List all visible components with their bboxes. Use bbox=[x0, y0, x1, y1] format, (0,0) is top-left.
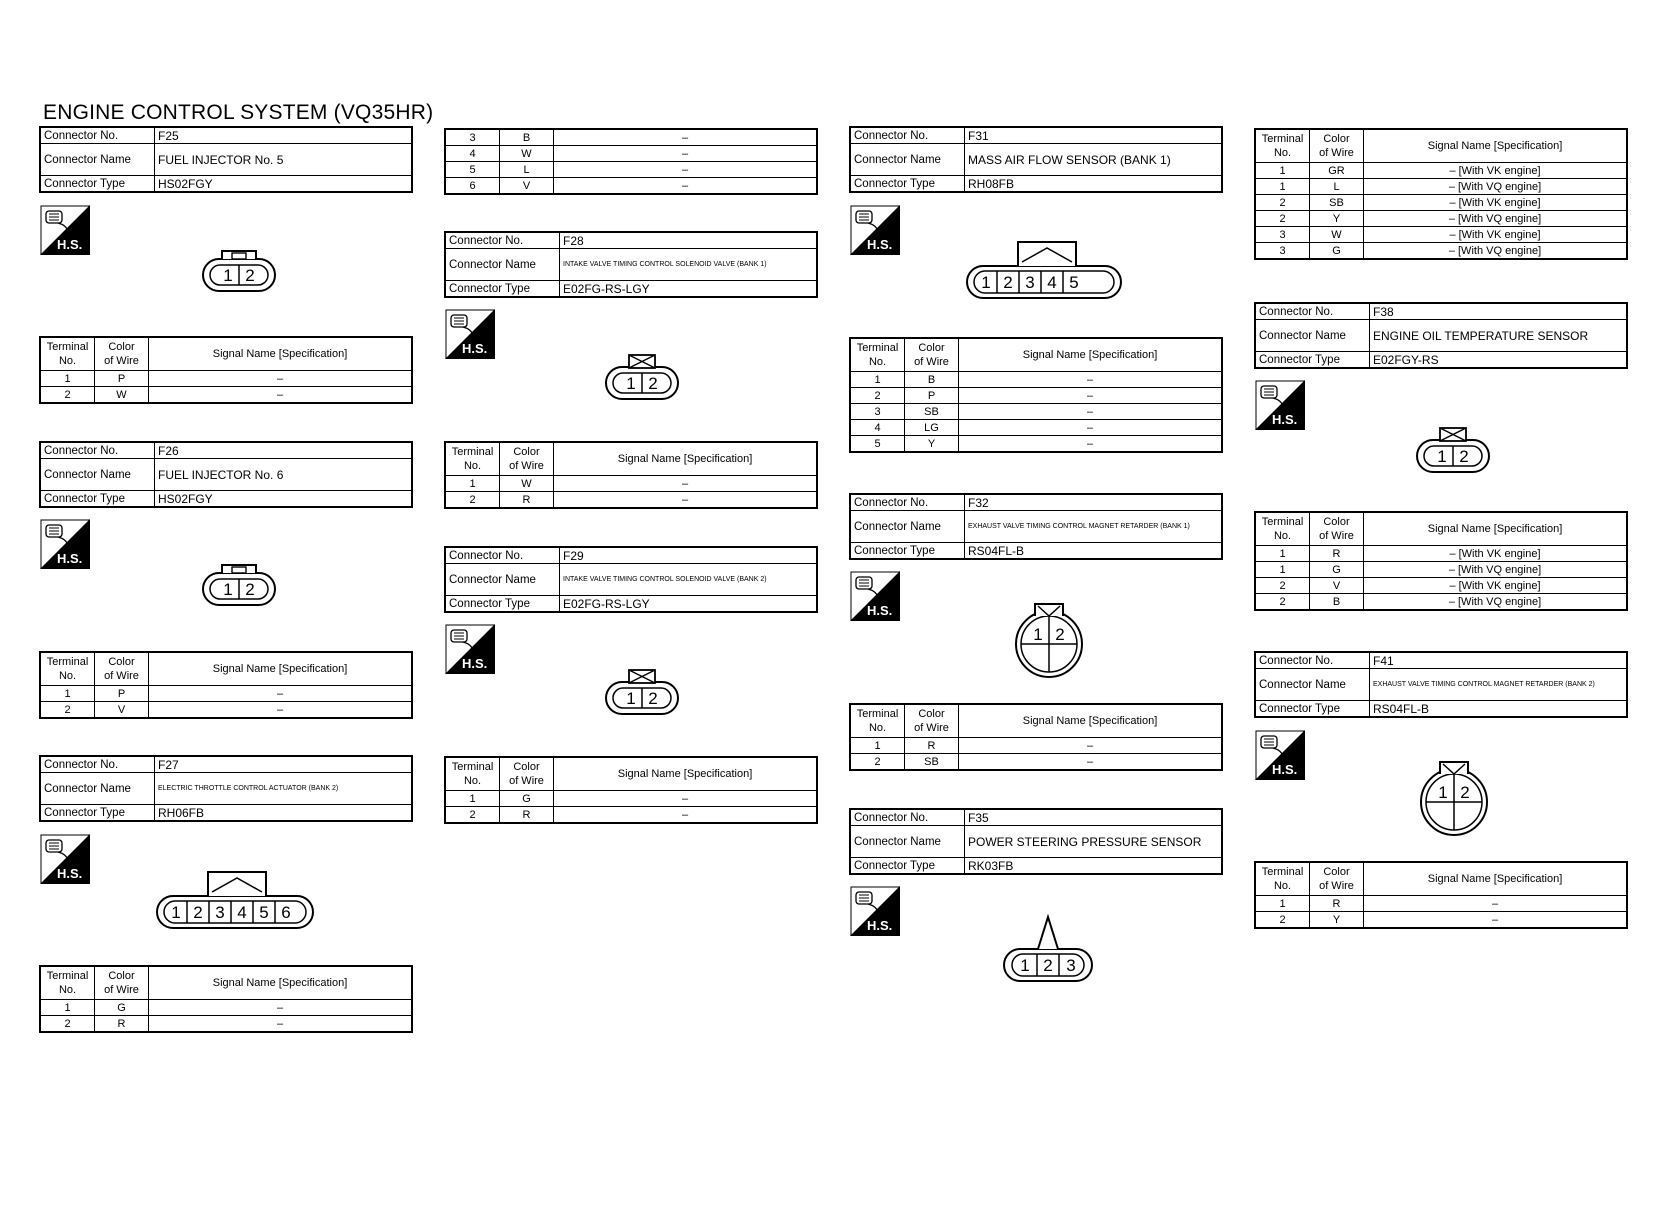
signal-name: – bbox=[149, 371, 413, 387]
pin-number: 3 bbox=[1025, 273, 1035, 292]
table-row bbox=[850, 754, 1222, 771]
terminal-no: 6 bbox=[445, 178, 500, 195]
signal-name: – [With VQ engine] bbox=[1364, 243, 1628, 260]
connector-face-f31 bbox=[964, 238, 1132, 302]
signal-name: – [With VK engine] bbox=[1364, 227, 1628, 243]
signal-name: – bbox=[959, 420, 1223, 436]
pin-number: 5 bbox=[1069, 273, 1079, 292]
terminal-no: 1 bbox=[1255, 562, 1310, 578]
connector-face-f29 bbox=[603, 664, 683, 718]
signal-name: – bbox=[149, 702, 413, 719]
table-row bbox=[445, 162, 817, 178]
terminal-table-f27-continued bbox=[444, 128, 818, 195]
wire-color: P bbox=[95, 371, 149, 387]
wire-color: L bbox=[500, 162, 554, 178]
table-row bbox=[1255, 578, 1627, 594]
signal-name: – bbox=[554, 178, 818, 195]
table-row bbox=[40, 1016, 412, 1033]
wire-color: L bbox=[1310, 179, 1364, 195]
terminal-no: 5 bbox=[445, 162, 500, 178]
terminal-no: 1 bbox=[40, 1000, 95, 1016]
terminal-no: 1 bbox=[1255, 896, 1310, 912]
wire-color: SB bbox=[905, 404, 959, 420]
table-row bbox=[1255, 179, 1627, 195]
table-row bbox=[1255, 912, 1627, 929]
wire-color: LG bbox=[905, 420, 959, 436]
pin-number: 2 bbox=[1003, 273, 1013, 292]
terminal-table-header: Terminal No. Color of Wire Signal Name [Specification] bbox=[445, 442, 817, 476]
connector-info-f28: Connector No. F28 Connector Name INTAKE VALVE TIMING CONTROL SOLENOID VALVE (BANK 1) Connector Type E02FG-RS-LGY bbox=[444, 231, 818, 298]
terminal-no: 2 bbox=[1255, 578, 1310, 594]
connector-face-f35 bbox=[1000, 913, 1096, 983]
svg-text:H.S.: H.S. bbox=[57, 866, 83, 881]
table-row bbox=[1255, 562, 1627, 578]
wire-color: SB bbox=[905, 754, 959, 771]
table-row bbox=[1255, 163, 1627, 179]
terminal-no: 2 bbox=[1255, 211, 1310, 227]
terminal-no: 2 bbox=[445, 492, 500, 509]
terminal-table-header: Terminal No. Color of Wire Signal Name [Specification] bbox=[850, 338, 1222, 372]
harness-side-icon bbox=[850, 886, 900, 936]
table-row bbox=[445, 791, 817, 807]
wire-color: B bbox=[500, 129, 554, 146]
signal-name: – [With VK engine] bbox=[1364, 163, 1628, 179]
table-row bbox=[40, 387, 412, 404]
table-row bbox=[40, 371, 412, 387]
harness-side-icon bbox=[445, 624, 495, 674]
terminal-no: 4 bbox=[850, 420, 905, 436]
wire-color: B bbox=[1310, 594, 1364, 611]
table-row bbox=[40, 1000, 412, 1016]
table-row bbox=[445, 807, 817, 824]
wire-color: G bbox=[1310, 243, 1364, 260]
harness-side-icon bbox=[40, 834, 90, 884]
wire-color: W bbox=[500, 146, 554, 162]
pin-number: 1 bbox=[626, 374, 636, 393]
terminal-no: 5 bbox=[850, 436, 905, 453]
terminal-table-f32 bbox=[849, 703, 1223, 771]
pin-number: 2 bbox=[1460, 783, 1470, 802]
connector-face-f27 bbox=[154, 868, 324, 930]
connector-info-f35: Connector No. F35 Connector Name POWER STEERING PRESSURE SENSOR Connector Type RK03FB bbox=[849, 808, 1223, 875]
connector-info-f27: Connector No. F27 Connector Name ELECTRIC THROTTLE CONTROL ACTUATOR (BANK 2) Connector Type RH06FB bbox=[39, 755, 413, 822]
signal-name: – bbox=[959, 738, 1223, 754]
terminal-no: 1 bbox=[850, 372, 905, 388]
wire-color: B bbox=[905, 372, 959, 388]
terminal-no: 1 bbox=[445, 791, 500, 807]
terminal-no: 2 bbox=[40, 387, 95, 404]
table-row bbox=[445, 129, 817, 146]
connector-face-f32 bbox=[1009, 600, 1089, 680]
wire-color: R bbox=[905, 738, 959, 754]
signal-name: – bbox=[959, 754, 1223, 771]
signal-name: – bbox=[554, 146, 818, 162]
signal-name: – bbox=[149, 686, 413, 702]
signal-name: – bbox=[1364, 912, 1628, 929]
pin-number: 2 bbox=[1055, 625, 1065, 644]
terminal-no: 2 bbox=[1255, 195, 1310, 211]
terminal-no: 2 bbox=[40, 702, 95, 719]
terminal-no: 3 bbox=[850, 404, 905, 420]
pin-number: 2 bbox=[648, 374, 658, 393]
terminal-table-f38 bbox=[1254, 511, 1628, 611]
wire-color: G bbox=[95, 1000, 149, 1016]
signal-name: – bbox=[1364, 896, 1628, 912]
signal-name: – [With VQ engine] bbox=[1364, 179, 1628, 195]
svg-text:H.S.: H.S. bbox=[1272, 412, 1298, 427]
terminal-no: 1 bbox=[40, 686, 95, 702]
wire-color: G bbox=[1310, 562, 1364, 578]
terminal-no: 1 bbox=[1255, 163, 1310, 179]
harness-side-icon bbox=[445, 309, 495, 359]
wire-color: V bbox=[500, 178, 554, 195]
terminal-table-f29 bbox=[444, 756, 818, 824]
pin-number: 3 bbox=[1066, 956, 1076, 975]
table-row bbox=[1255, 195, 1627, 211]
wire-color: V bbox=[1310, 578, 1364, 594]
harness-side-icon bbox=[850, 571, 900, 621]
terminal-no: 2 bbox=[1255, 594, 1310, 611]
pin-number: 2 bbox=[648, 689, 658, 708]
harness-side-icon bbox=[40, 519, 90, 569]
signal-name: – [With VQ engine] bbox=[1364, 562, 1628, 578]
signal-name: – bbox=[554, 476, 818, 492]
connector-info-f31: Connector No. F31 Connector Name MASS AIR FLOW SENSOR (BANK 1) Connector Type RH08FB bbox=[849, 126, 1223, 193]
table-row bbox=[850, 436, 1222, 453]
signal-name: – bbox=[149, 1016, 413, 1033]
table-row bbox=[850, 738, 1222, 754]
table-row bbox=[850, 420, 1222, 436]
terminal-table-header: Terminal No. Color of Wire Signal Name [Specification] bbox=[1255, 512, 1627, 546]
table-row bbox=[1255, 594, 1627, 611]
connector-face-f26 bbox=[200, 561, 280, 611]
signal-name: – [With VK engine] bbox=[1364, 578, 1628, 594]
connector-face-f38 bbox=[1414, 422, 1494, 476]
connector-info-f41: Connector No. F41 Connector Name EXHAUST VALVE TIMING CONTROL MAGNET RETARDER (BANK 2) Connector Type RS04FL-B bbox=[1254, 651, 1628, 718]
wire-color: P bbox=[905, 388, 959, 404]
wire-color: W bbox=[95, 387, 149, 404]
svg-text:H.S.: H.S. bbox=[1272, 762, 1298, 777]
wire-color: W bbox=[1310, 227, 1364, 243]
signal-name: – bbox=[149, 1000, 413, 1016]
terminal-no: 1 bbox=[445, 476, 500, 492]
terminal-no: 4 bbox=[445, 146, 500, 162]
pin-number: 1 bbox=[1438, 783, 1448, 802]
harness-side-icon bbox=[850, 205, 900, 255]
signal-name: – bbox=[554, 129, 818, 146]
pin-number: 1 bbox=[626, 689, 636, 708]
connector-face-f28 bbox=[603, 349, 683, 403]
wire-color: R bbox=[1310, 896, 1364, 912]
wire-color: R bbox=[500, 807, 554, 824]
signal-name: – [With VK engine] bbox=[1364, 195, 1628, 211]
signal-name: – bbox=[959, 388, 1223, 404]
table-row bbox=[1255, 896, 1627, 912]
signal-name: – bbox=[554, 492, 818, 509]
terminal-table-f35 bbox=[1254, 128, 1628, 260]
terminal-no: 1 bbox=[40, 371, 95, 387]
harness-side-icon bbox=[1255, 380, 1305, 430]
pin-number: 1 bbox=[171, 903, 181, 922]
table-row bbox=[1255, 211, 1627, 227]
page-title: ENGINE CONTROL SYSTEM (VQ35HR) bbox=[43, 101, 434, 124]
terminal-no: 1 bbox=[1255, 179, 1310, 195]
pin-number: 6 bbox=[281, 903, 291, 922]
table-row bbox=[850, 404, 1222, 420]
terminal-no: 1 bbox=[850, 738, 905, 754]
pin-number: 1 bbox=[1437, 447, 1447, 466]
terminal-table-f26 bbox=[39, 651, 413, 719]
pin-number: 1 bbox=[1020, 956, 1030, 975]
table-row bbox=[40, 702, 412, 719]
wire-color: V bbox=[95, 702, 149, 719]
wire-color: G bbox=[500, 791, 554, 807]
signal-name: – [With VK engine] bbox=[1364, 546, 1628, 562]
signal-name: – [With VQ engine] bbox=[1364, 211, 1628, 227]
table-row bbox=[850, 372, 1222, 388]
connector-info-f38: Connector No. F38 Connector Name ENGINE OIL TEMPERATURE SENSOR Connector Type E02FGY-RS bbox=[1254, 302, 1628, 369]
terminal-table-f25 bbox=[39, 336, 413, 404]
terminal-table-header: Terminal No. Color of Wire Signal Name [Specification] bbox=[1255, 862, 1627, 896]
terminal-table-f31 bbox=[849, 337, 1223, 453]
connector-info-f32: Connector No. F32 Connector Name EXHAUST VALVE TIMING CONTROL MAGNET RETARDER (BANK 1) Connector Type RS04FL-B bbox=[849, 493, 1223, 560]
wire-color: GR bbox=[1310, 163, 1364, 179]
terminal-table-header: Terminal No. Color of Wire Signal Name [Specification] bbox=[40, 966, 412, 1000]
wire-color: W bbox=[500, 476, 554, 492]
terminal-no: 2 bbox=[850, 388, 905, 404]
pin-number: 4 bbox=[237, 903, 247, 922]
svg-text:H.S.: H.S. bbox=[462, 656, 488, 671]
wire-color: Y bbox=[1310, 211, 1364, 227]
table-row bbox=[1255, 243, 1627, 260]
pin-number: 1 bbox=[1033, 625, 1043, 644]
terminal-no: 2 bbox=[850, 754, 905, 771]
signal-name: – bbox=[554, 162, 818, 178]
pin-number: 2 bbox=[193, 903, 203, 922]
svg-text:H.S.: H.S. bbox=[867, 918, 893, 933]
pin-number: 2 bbox=[245, 266, 255, 285]
signal-name: – bbox=[959, 436, 1223, 453]
terminal-no: 2 bbox=[445, 807, 500, 824]
signal-name: – bbox=[959, 372, 1223, 388]
svg-text:H.S.: H.S. bbox=[57, 551, 83, 566]
terminal-table-header: Terminal No. Color of Wire Signal Name [Specification] bbox=[445, 757, 817, 791]
terminal-no: 2 bbox=[1255, 912, 1310, 929]
terminal-no: 1 bbox=[1255, 546, 1310, 562]
table-row bbox=[445, 476, 817, 492]
svg-text:H.S.: H.S. bbox=[462, 341, 488, 356]
signal-name: – bbox=[959, 404, 1223, 420]
pin-number: 1 bbox=[223, 580, 233, 599]
svg-text:H.S.: H.S. bbox=[867, 603, 893, 618]
table-row bbox=[1255, 546, 1627, 562]
terminal-table-f41 bbox=[1254, 861, 1628, 929]
wire-color: R bbox=[95, 1016, 149, 1033]
terminal-table-header: Terminal No. Color of Wire Signal Name [Specification] bbox=[40, 652, 412, 686]
connector-face-f41 bbox=[1414, 758, 1494, 838]
pin-number: 2 bbox=[1043, 956, 1053, 975]
pin-number: 2 bbox=[1459, 447, 1469, 466]
connector-info-f25: Connector No. F25 Connector Name FUEL INJECTOR No. 5 Connector Type HS02FGY bbox=[39, 126, 413, 193]
signal-name: – bbox=[149, 387, 413, 404]
wire-color: SB bbox=[1310, 195, 1364, 211]
terminal-table-header: Terminal No. Color of Wire Signal Name [Specification] bbox=[40, 337, 412, 371]
signal-name: – bbox=[554, 791, 818, 807]
wire-color: R bbox=[500, 492, 554, 509]
terminal-no: 3 bbox=[445, 129, 500, 146]
wire-color: Y bbox=[905, 436, 959, 453]
harness-side-icon bbox=[40, 205, 90, 255]
wire-color: R bbox=[1310, 546, 1364, 562]
wire-color: P bbox=[95, 686, 149, 702]
connector-face-f25 bbox=[200, 247, 280, 297]
terminal-table-f28 bbox=[444, 441, 818, 509]
signal-name: – bbox=[554, 807, 818, 824]
terminal-no: 3 bbox=[1255, 227, 1310, 243]
signal-name: – [With VQ engine] bbox=[1364, 594, 1628, 611]
table-row bbox=[850, 388, 1222, 404]
pin-number: 1 bbox=[223, 266, 233, 285]
terminal-table-f27 bbox=[39, 965, 413, 1033]
terminal-table-header: Terminal No. Color of Wire Signal Name [Specification] bbox=[1255, 129, 1627, 163]
table-row bbox=[445, 178, 817, 195]
connector-info-f26: Connector No. F26 Connector Name FUEL INJECTOR No. 6 Connector Type HS02FGY bbox=[39, 441, 413, 508]
table-row bbox=[445, 492, 817, 509]
table-row bbox=[1255, 227, 1627, 243]
pin-number: 5 bbox=[259, 903, 269, 922]
connector-info-f29: Connector No. F29 Connector Name INTAKE VALVE TIMING CONTROL SOLENOID VALVE (BANK 2) Connector Type E02FG-RS-LGY bbox=[444, 546, 818, 613]
pin-number: 1 bbox=[981, 273, 991, 292]
pin-number: 2 bbox=[245, 580, 255, 599]
terminal-table-header: Terminal No. Color of Wire Signal Name [Specification] bbox=[850, 704, 1222, 738]
svg-text:H.S.: H.S. bbox=[57, 237, 83, 252]
terminal-no: 2 bbox=[40, 1016, 95, 1033]
table-row bbox=[40, 686, 412, 702]
wire-color: Y bbox=[1310, 912, 1364, 929]
terminal-no: 3 bbox=[1255, 243, 1310, 260]
harness-side-icon bbox=[1255, 730, 1305, 780]
svg-text:H.S.: H.S. bbox=[867, 237, 893, 252]
pin-number: 3 bbox=[215, 903, 225, 922]
pin-number: 4 bbox=[1047, 273, 1057, 292]
table-row bbox=[445, 146, 817, 162]
